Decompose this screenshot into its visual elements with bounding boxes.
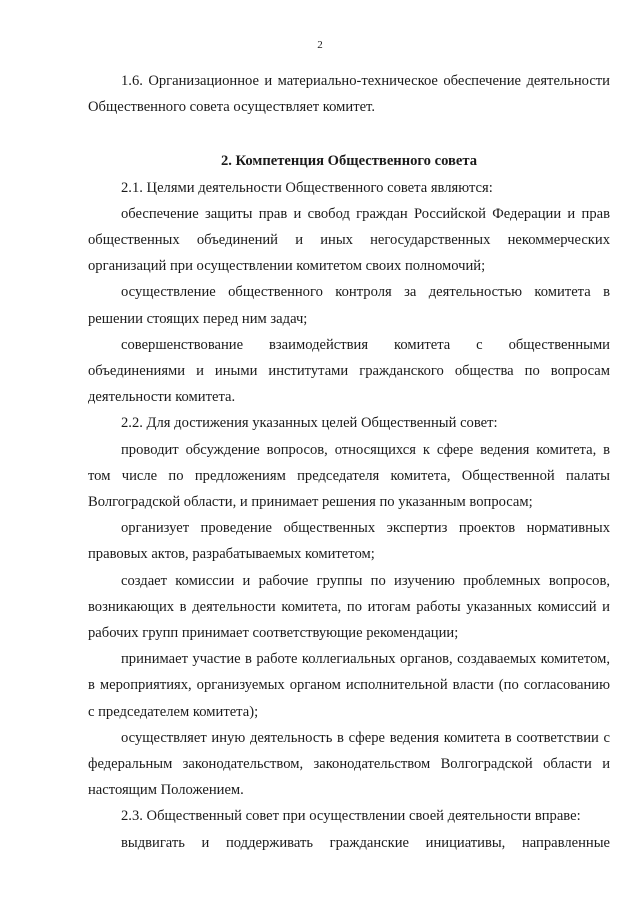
paragraph-goal-rights: обеспечение защиты прав и свобод граждан Российской Федерации и прав общественных объединений и иных негосударственных некоммерческих организаций при осуществлении комитетом своих полномочий;	[88, 205, 610, 275]
section-heading: 2. Компетенция Общественного совета	[220, 153, 478, 170]
paragraph-goal-cooperation: совершенствование взаимодействия комитета с общественными объединениями и иными институтами гражданского общества по вопросам деятельности комитета.	[88, 336, 610, 406]
paragraph-goal-control: осуществление общественного контроля за деятельностью комитета в решении стоящих перед ним задач;	[88, 284, 610, 327]
paragraph-2-2: 2.2. Для достижения указанных целей Общественный совет:	[121, 415, 498, 432]
document-body	[88, 68, 610, 856]
paragraph-task-discussion: проводит обсуждение вопросов, относящихся к сфере ведения комитета, в том числе по предложениям председателя комитета, Общественной палаты Волгоградской области, и принимает решения по указанным вопросам;	[88, 441, 610, 511]
paragraph-2-3: 2.3. Общественный совет при осуществлении своей деятельности вправе:	[121, 808, 581, 825]
paragraph-2-1: 2.1. Целями деятельности Общественного совета являются:	[121, 179, 493, 196]
paragraph-1-6: 1.6. Организационное и материально-техническое обеспечение деятельности Общественного совета осуществляет комитет.	[88, 73, 610, 116]
paragraph-right-initiatives: выдвигать и поддерживать гражданские инициативы, направленные	[121, 834, 610, 851]
paragraph-task-participation: принимает участие в работе коллегиальных органов, создаваемых комитетом, в мероприятиях, организуемых органом исполнительной власти (по согласованию с председателем комитета);	[88, 651, 610, 720]
page-number: 2	[317, 39, 323, 51]
paragraph-task-expertise: организует проведение общественных экспертиз проектов нормативных правовых актов, разрабатываемых комитетом;	[88, 520, 610, 563]
paragraph-task-other: осуществляет иную деятельность в сфере ведения комитета в соответствии с федеральным законодательством, законодательством Волгоградской области и настоящим Положением.	[88, 729, 610, 799]
paragraph-task-commissions: создает комиссии и рабочие группы по изучению проблемных вопросов, возникающих в деятельности комитета, по итогам работы указанных комиссий и рабочих групп принимает соответствующие рекомендации;	[88, 572, 610, 642]
